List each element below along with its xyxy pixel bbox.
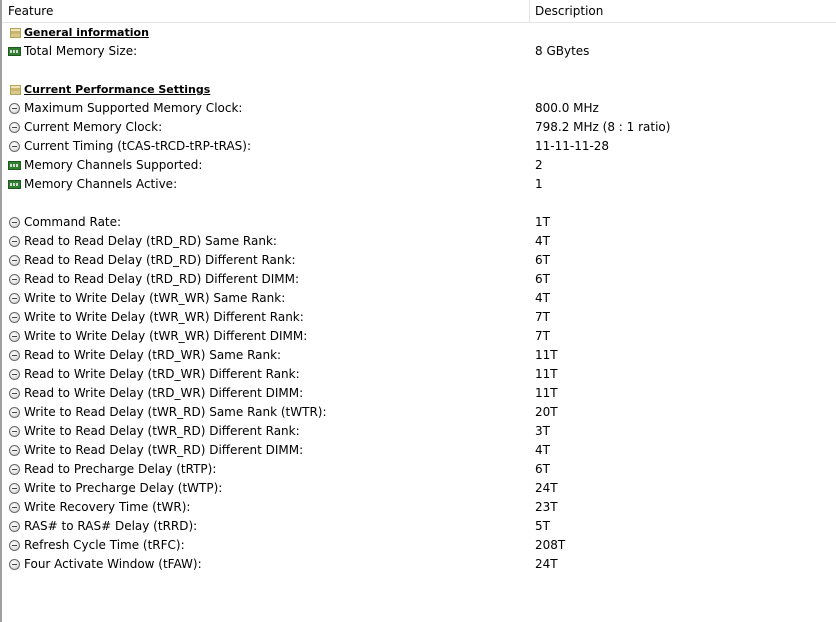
clock-icon (9, 255, 20, 266)
feature-value: 24T (535, 557, 558, 571)
feature-label: Read to Read Delay (tRD_RD) Same Rank: (24, 234, 277, 248)
clock-icon (9, 502, 20, 513)
section-icon (10, 85, 21, 95)
clock-icon (9, 122, 20, 133)
clock-icon (9, 103, 20, 114)
feature-label: Read to Write Delay (tRD_WR) Different DIMM: (24, 386, 304, 400)
memory-icon (8, 161, 21, 170)
clock-icon (9, 293, 20, 304)
feature-label: Read to Read Delay (tRD_RD) Different DIMM: (24, 272, 299, 286)
clock-icon (9, 426, 20, 437)
blank-row (2, 194, 836, 213)
feature-value: 4T (535, 443, 550, 457)
feature-label: Total Memory Size: (24, 44, 138, 58)
feature-label: Read to Read Delay (tRD_RD) Different Rank: (24, 253, 296, 267)
feature-value: 208T (535, 538, 566, 552)
feature-value: 11T (535, 348, 558, 362)
feature-value: 5T (535, 519, 550, 533)
list-item[interactable] (2, 498, 836, 517)
feature-label: Write to Write Delay (tWR_WR) Different DIMM: (24, 329, 308, 343)
feature-label: Write to Write Delay (tWR_WR) Same Rank: (24, 291, 286, 305)
feature-value: 11T (535, 386, 558, 400)
clock-icon (9, 331, 20, 342)
clock-icon (9, 388, 20, 399)
feature-label: Read to Precharge Delay (tRTP): (24, 462, 217, 476)
feature-value: 23T (535, 500, 558, 514)
list-item[interactable] (2, 327, 836, 346)
feature-label: Read to Write Delay (tRD_WR) Same Rank: (24, 348, 282, 362)
feature-label: Write to Write Delay (tWR_WR) Different Rank: (24, 310, 304, 324)
list-item[interactable] (2, 156, 836, 175)
feature-label: Write Recovery Time (tWR): (24, 500, 191, 514)
feature-list (2, 23, 836, 574)
clock-icon (9, 464, 20, 475)
feature-value: 1T (535, 215, 550, 229)
feature-value: 24T (535, 481, 558, 495)
list-item[interactable] (2, 517, 836, 536)
section-row[interactable] (2, 23, 836, 42)
clock-icon (9, 369, 20, 380)
clock-icon (9, 540, 20, 551)
list-item[interactable] (2, 308, 836, 327)
list-item[interactable] (2, 365, 836, 384)
column-header-separator[interactable] (529, 0, 530, 22)
feature-value: 7T (535, 329, 550, 343)
feature-value: 1 (535, 177, 543, 191)
list-item[interactable] (2, 384, 836, 403)
feature-label: Read to Write Delay (tRD_WR) Different Rank: (24, 367, 300, 381)
feature-label: Four Activate Window (tFAW): (24, 557, 202, 571)
feature-value: 11-11-11-28 (535, 139, 610, 153)
feature-value: 11T (535, 367, 558, 381)
list-item[interactable] (2, 232, 836, 251)
list-item[interactable] (2, 346, 836, 365)
list-item[interactable] (2, 555, 836, 574)
clock-icon (9, 141, 20, 152)
clock-icon (9, 236, 20, 247)
list-item[interactable] (2, 479, 836, 498)
list-item[interactable] (2, 99, 836, 118)
feature-value: 6T (535, 272, 550, 286)
feature-label: Command Rate: (24, 215, 122, 229)
list-item[interactable] (2, 289, 836, 308)
feature-value: 7T (535, 310, 550, 324)
feature-label: Write to Read Delay (tWR_RD) Same Rank (tWTR): (24, 405, 327, 419)
section-title: Current Performance Settings (24, 83, 211, 96)
clock-icon (9, 483, 20, 494)
list-item[interactable] (2, 213, 836, 232)
feature-value: 798.2 MHz (8 : 1 ratio) (535, 120, 671, 134)
feature-label: Refresh Cycle Time (tRFC): (24, 538, 185, 552)
feature-value: 6T (535, 253, 550, 267)
feature-value: 8 GBytes (535, 44, 590, 58)
feature-value: 4T (535, 234, 550, 248)
list-header (2, 0, 836, 22)
feature-label: Memory Channels Active: (24, 177, 178, 191)
list-item[interactable] (2, 270, 836, 289)
list-item[interactable] (2, 536, 836, 555)
clock-icon (9, 559, 20, 570)
section-icon (10, 28, 21, 38)
list-item[interactable] (2, 403, 836, 422)
feature-value: 20T (535, 405, 558, 419)
column-header-description[interactable]: Description (535, 4, 604, 18)
list-item[interactable] (2, 460, 836, 479)
clock-icon (9, 217, 20, 228)
feature-label: Write to Read Delay (tWR_RD) Different DIMM: (24, 443, 304, 457)
clock-icon (9, 407, 20, 418)
feature-value: 4T (535, 291, 550, 305)
feature-value: 3T (535, 424, 550, 438)
list-item[interactable] (2, 422, 836, 441)
list-item[interactable] (2, 118, 836, 137)
clock-icon (9, 521, 20, 532)
feature-label: Memory Channels Supported: (24, 158, 203, 172)
blank-row (2, 61, 836, 80)
section-row[interactable] (2, 80, 836, 99)
memory-icon (8, 47, 21, 56)
memory-icon (8, 180, 21, 189)
list-item[interactable] (2, 42, 836, 61)
feature-label: Write to Read Delay (tWR_RD) Different Rank: (24, 424, 300, 438)
feature-label: Current Timing (tCAS-tRCD-tRP-tRAS): (24, 139, 252, 153)
feature-value: 800.0 MHz (535, 101, 599, 115)
list-item[interactable] (2, 441, 836, 460)
feature-value: 2 (535, 158, 543, 172)
feature-label: Write to Precharge Delay (tWTP): (24, 481, 223, 495)
clock-icon (9, 445, 20, 456)
feature-label: RAS# to RAS# Delay (tRRD): (24, 519, 198, 533)
feature-label: Current Memory Clock: (24, 120, 163, 134)
feature-label: Maximum Supported Memory Clock: (24, 101, 243, 115)
column-header-feature[interactable]: Feature (8, 4, 54, 18)
list-item[interactable] (2, 251, 836, 270)
feature-value: 6T (535, 462, 550, 476)
list-item[interactable] (2, 175, 836, 194)
list-item[interactable] (2, 137, 836, 156)
section-title: General information (24, 26, 149, 39)
clock-icon (9, 350, 20, 361)
clock-icon (9, 312, 20, 323)
clock-icon (9, 274, 20, 285)
